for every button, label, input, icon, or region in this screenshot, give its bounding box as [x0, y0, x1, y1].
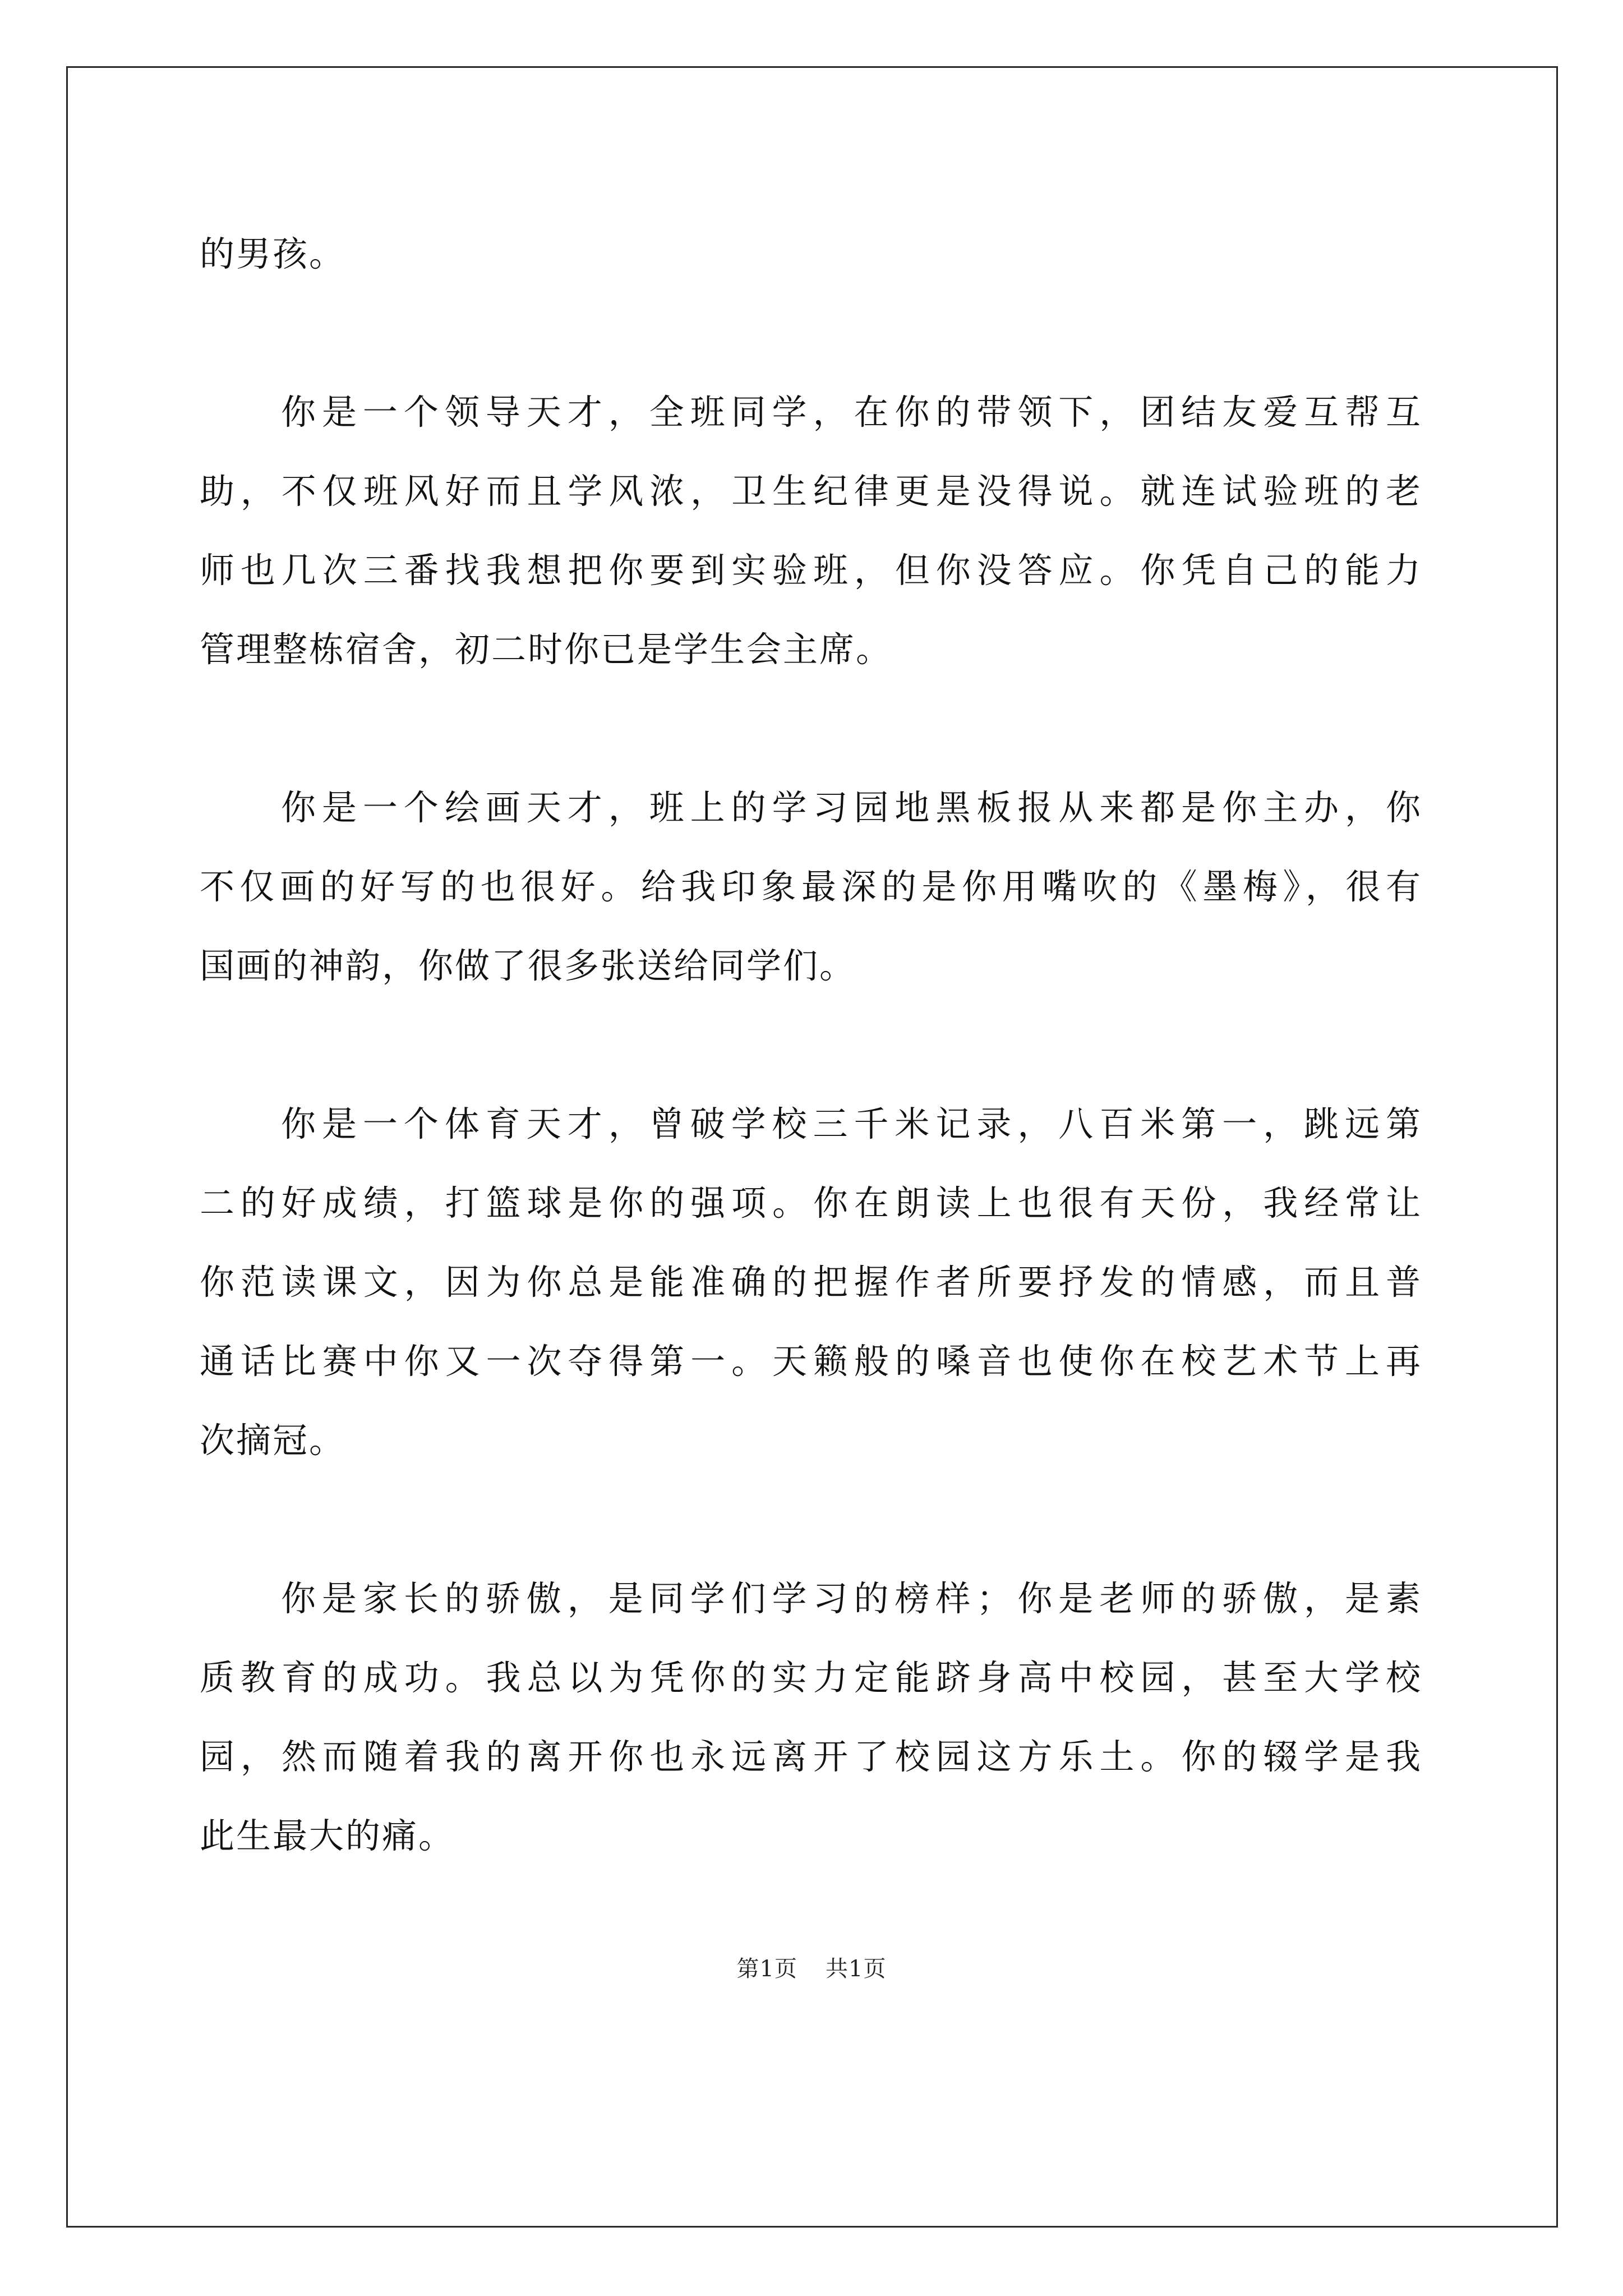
text-line: 不仅画的好写的也很好。给我印象最深的是你用嘴吹的《墨梅》，很有	[200, 866, 1422, 907]
text-line: 你是家长的骄傲，是同学们学习的榜样；你是老师的骄傲，是素	[281, 1578, 1422, 1619]
page-number-current: 第1页	[736, 1956, 797, 1982]
text-line: 师也几次三番找我想把你要到实验班，但你没答应。你凭自己的能力	[200, 550, 1422, 591]
text-line: 的男孩。	[200, 233, 346, 274]
paragraph-gap	[200, 1005, 1422, 1084]
text-line: 你是一个绘画天才，班上的学习园地黑板报从来都是你主办，你	[281, 787, 1422, 828]
text-line: 国画的神韵，你做了很多张送给同学们。	[200, 945, 856, 986]
text-line: 园，然而随着我的离开你也永远离开了校园这方乐土。你的辍学是我	[200, 1736, 1422, 1777]
document-body	[200, 214, 1422, 1875]
text-line: 此生最大的痛。	[200, 1815, 455, 1856]
paragraph-gap	[200, 689, 1422, 768]
text-line: 你范读课文，因为你总是能准确的把握作者所要抒发的情感，而且普	[200, 1262, 1422, 1303]
text-line: 二的好成绩，打篮球是你的强项。你在朗读上也很有天份，我经常让	[200, 1182, 1422, 1223]
text-line: 助，不仅班风好而且学风浓，卫生纪律更是没得说。就连试验班的老	[200, 471, 1422, 512]
text-line: 质教育的成功。我总以为凭你的实力定能跻身高中校园，甚至大学校	[200, 1657, 1422, 1698]
text-line: 通话比赛中你又一次夺得第一。天籁般的嗓音也使你在校艺术节上再	[200, 1341, 1422, 1382]
page-number-total: 共1页	[826, 1956, 887, 1982]
text-line: 你是一个体育天才，曾破学校三千米记录，八百米第一，跳远第	[281, 1103, 1422, 1144]
paragraph-gap	[200, 293, 1422, 372]
text-line: 你是一个领导天才，全班同学，在你的带领下，团结友爱互帮互	[281, 392, 1422, 432]
text-line: 次摘冠。	[200, 1420, 346, 1461]
page-footer	[0, 1951, 1623, 1983]
text-line: 管理整栋宿舍，初二时你已是学生会主席。	[200, 629, 893, 670]
paragraph-gap	[200, 1480, 1422, 1559]
